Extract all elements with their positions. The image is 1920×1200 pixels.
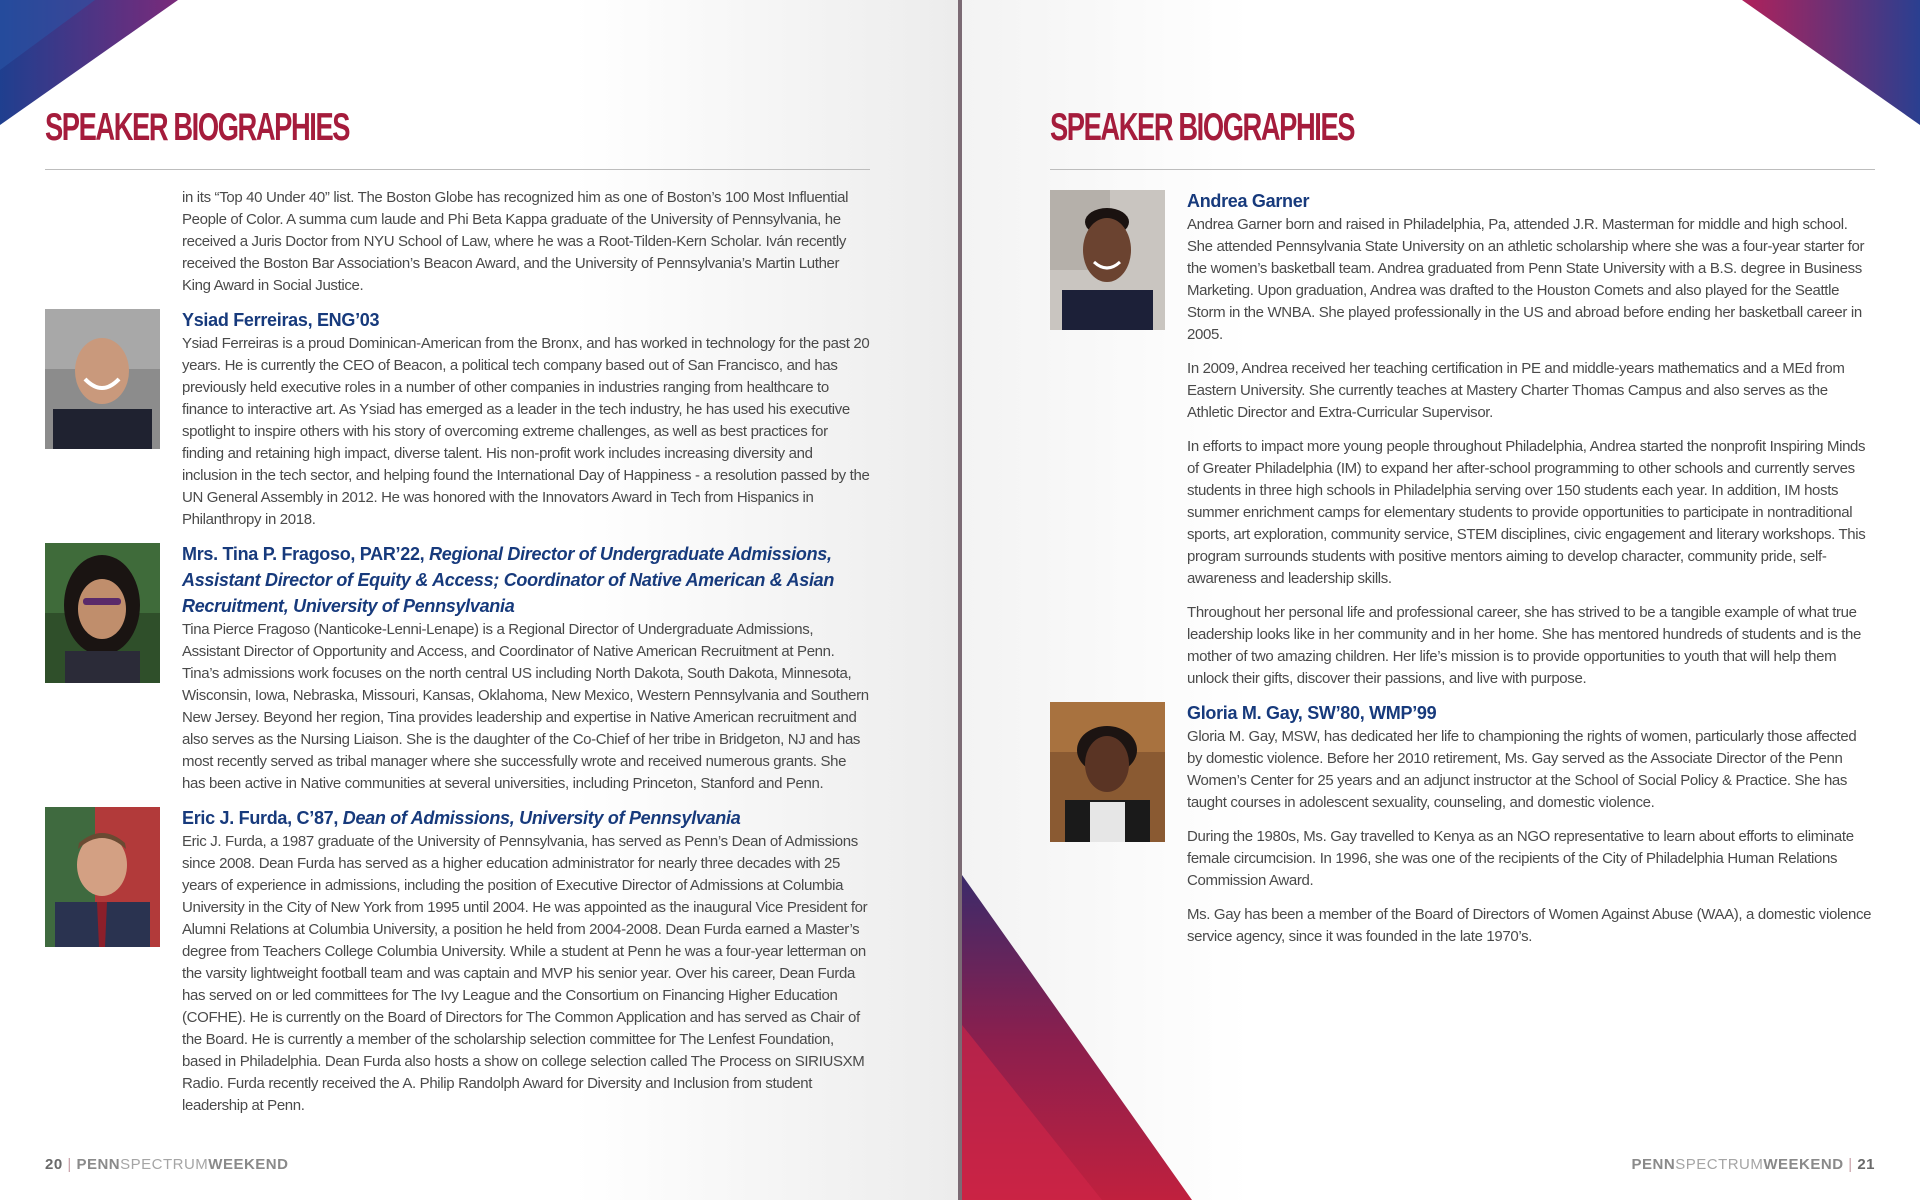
footer-separator: | (1848, 1156, 1853, 1173)
page-number: 21 (1857, 1156, 1875, 1173)
speaker-name: Ysiad Ferreiras, ENG’03 (182, 310, 380, 330)
brand-weekend: WEEKEND (1763, 1156, 1844, 1173)
page-footer (45, 1156, 288, 1173)
bio-paragraph: Ysiad Ferreiras is a proud Dominican-American from the Bronx, and has worked in technology for the past 20 years. He is currently the CEO of Beacon, a political tech company based out of San Francisco, and has previously held executive roles in a number of other companies in industries ranging from healthcare to finance to interactive art. As Ysiad has emerged as a leader in the tech industry, he has used his executive spotlight to inspire others with his story of overcoming extreme challenges, as well as best practices for finding and retaining high impact, diverse talent. His non-profit work includes increasing diversity and inclusion in the tech sector, and helping found the International Day of Happiness - a resolution passed by the UN General Assembly in 2012. He was honored with the Innovators Award in Tech from Hispanics in Philanthropy in 2018. (182, 335, 870, 528)
bio-paragraph: Eric J. Furda, a 1987 graduate of the University of Pennsylvania, has served as Penn’s Dean of Admissions since 2008. Dean Furda has served as a higher education administrator for nearly three decades with 25 years of experience in admissions, including the position of Executive Director of Admissions at Columbia University in the City of New York from 1995 until 2004. He was appointed as the inaugural Vice President for Alumni Relations at Columbia University, a position he held from 2004-2008. Dean Furda earned a Master’s degree from Teachers College Columbia University. While a student at Penn he was a four-year letterman on the varsity lightweight football team and was captain and MVP his senior year. Over his career, Dean Furda has served on or led committees for The Ivy League and the Consortium on Financing Higher Education (COFHE). He is currently on the Board of Directors for The Common Application and has served as Chair of the Board. He is currently a member of the scholarship selection committee for The Lenfest Foundation, based in Philadelphia. Dean Furda also hosts a show on college selection called The Process on SIRIUSXM Radio. Furda recently received the A. Philip Randolph Award for Diversity and Inclusion from student leadership at Penn. (182, 833, 868, 1114)
bio-paragraph: Andrea Garner born and raised in Philadelphia, Pa, attended J.R. Masterman for middle and high school. She attended Pennsylvania State University on an athletic scholarship where she was a four-year starter for the women’s basketball team. Andrea graduated from Penn State University with a B.S. degree in Business Marketing. Upon graduation, Andrea was drafted to the Houston Comets and also played for the Seattle Storm in the WNBA. She played professionally in the US and abroad before ending her basketball career in 2005. (1187, 216, 1865, 343)
speaker-photo (45, 807, 160, 947)
speaker-role: Dean of Admissions, University of Pennsylvania (342, 808, 741, 828)
left-bio-list (45, 187, 870, 1127)
continued-bio-text: in its “Top 40 Under 40” list. The Boston Globe has recognized him as one of Boston’s 100 Most Influential People of Color. A summa cum laude and Phi Beta Kappa graduate of the University of Pennsylvania, he received a Juris Doctor from NYU School of Law, where he was a Root-Tilden-Kern Scholar. Iván recently received the Boston Bar Association’s Beacon Award, and the University of Pennsylvania’s Martin Luther King Award in Social Justice. (182, 189, 849, 294)
bio-paragraph: During the 1980s, Ms. Gay travelled to Kenya as an NGO representative to learn about efforts to eliminate female circumcision. In 1996, she was one of the recipients of the City of Philadelphia Human Relations Commission Award. (1187, 828, 1854, 889)
bio-paragraph: In 2009, Andrea received her teaching certification in PE and middle-years mathematics and a MEd from Eastern University. She currently teaches at Mastery Charter Thomas Campus and also serves as the Athletic Director and Extra-Curricular Supervisor. (1187, 360, 1845, 421)
speaker-name: Mrs. Tina P. Fragoso, PAR’22, Regional Director of Undergraduate Admissions, Assistant Director of Equity & Access; Coordinator of Native American & Asian Recruitment, University of Pennsylvania (182, 544, 835, 616)
heading-divider (45, 169, 870, 170)
speaker-photo (45, 309, 160, 449)
brand-spectrum: SPECTRUM (120, 1156, 209, 1173)
heading-divider (1050, 169, 1875, 170)
brand-penn: PENN (76, 1156, 121, 1173)
speaker-photo (45, 543, 160, 683)
bio-paragraph: In efforts to impact more young people throughout Philadelphia, Andrea started the nonprofit Inspiring Minds of Greater Philadelphia (IM) to expand her after-school programming to other schools and currently serves students in three high schools in Philadelphia serving over 150 students each year. In addition, IM hosts summer enrichment camps for elementary students to provide opportunities to participate in nontraditional sports, art exploration, community service, STEM disciplines, civic engagement and literary workshops. This program surrounds students with positive mentors aiming to develop character, community pride, self-awareness and leadership skills. (1187, 438, 1866, 587)
speaker-name: Gloria M. Gay, SW’80, WMP’99 (1187, 703, 1437, 723)
bio-paragraph: Ms. Gay has been a member of the Board of Directors of Women Against Abuse (WAA), a domestic violence service agency, since it was founded in the late 1970’s. (1187, 906, 1872, 945)
page-number: 20 (45, 1156, 63, 1173)
bio-paragraph: Throughout her personal life and professional career, she has strived to be a tangible example of what true leadership looks like in her community and in her home. She has mentored hundreds of students and is the mother of two amazing children. Her life’s mission is to provide opportunities to youth that will help them unlock their gifts, discover their passions, and live with purpose. (1187, 604, 1862, 687)
bio-paragraph: Gloria M. Gay, MSW, has dedicated her life to championing the rights of women, particularly those affected by domestic violence. Before her 2010 retirement, Ms. Gay served as the Associate Director of the Penn Women’s Center for 25 years and an adjunct instructor at the School of Social Policy & Practice. She has taught courses in adolescent sexuality, counseling, and domestic violence. (1187, 728, 1857, 811)
speaker-name: Andrea Garner (1187, 191, 1310, 211)
bio-entry (45, 307, 870, 531)
speaker-name: Eric J. Furda, C’87, Dean of Admissions, University of Pennsylvania (182, 808, 741, 828)
brand-weekend: WEEKEND (208, 1156, 289, 1173)
right-page (962, 0, 1920, 1200)
left-page (0, 0, 958, 1200)
right-corner-graphic (1740, 0, 1920, 130)
brand-spectrum: SPECTRUM (1675, 1156, 1764, 1173)
bio-paragraph: Tina Pierce Fragoso (Nanticoke-Lenni-Lenape) is a Regional Director of Undergraduate Admissions, Assistant Director of Opportunity and Access, and Coordinator of Native American Recruitment at Penn. Tina’s admissions work focuses on the north central US including North Dakota, South Dakota, Minnesota, Wisconsin, Iowa, Nebraska, Missouri, Kansas, Oklahoma, New Mexico, Western Pennsylvania and Southern New Jersey. Beyond her region, Tina provides leadership and expertise in Native American recruitment and also serves as the Nursing Liaison. She is the daughter of the Co-Chief of her tribe in Bridgeton, NJ and has most recently served as tribal manager where she successfully wrote and received numerous grants. She has been active in Native communities at several universities, including Princeton, Stanford and Penn. (182, 621, 869, 792)
brand-penn: PENN (1631, 1156, 1676, 1173)
bio-entry (45, 805, 870, 1117)
page-heading: SPEAKER BIOGRAPHIES (1050, 106, 1355, 149)
bio-entry (1050, 188, 1875, 690)
continued-bio (45, 187, 870, 297)
bio-entry (1050, 700, 1875, 948)
page-heading: SPEAKER BIOGRAPHIES (45, 106, 350, 149)
speaker-role: Regional Director of Undergraduate Admissions, Assistant Director of Equity & Access; Coordinator of Native American & Asian Recruitment, University of Pennsylvania (182, 544, 835, 616)
footer-separator: | (67, 1156, 72, 1173)
page-footer (1632, 1156, 1875, 1173)
speaker-photo (1050, 190, 1165, 330)
bio-entry (45, 541, 870, 795)
right-bio-list (1050, 188, 1875, 958)
speaker-photo (1050, 702, 1165, 842)
